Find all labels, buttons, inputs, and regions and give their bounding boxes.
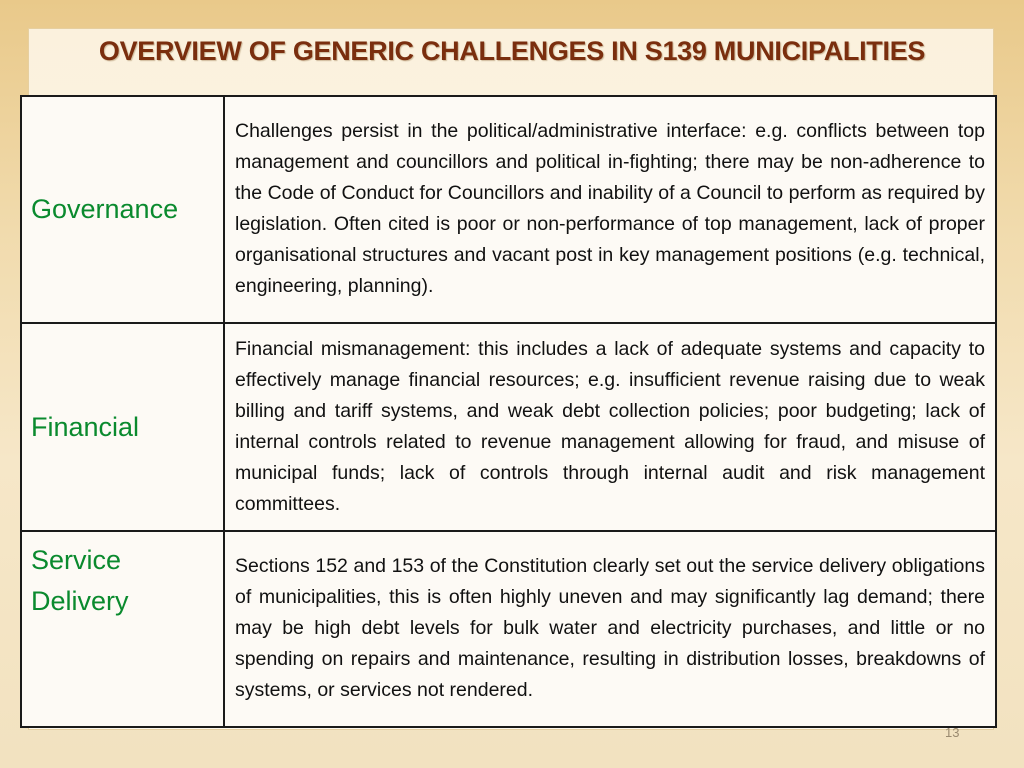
challenges-table — [20, 95, 997, 728]
table-row-service-delivery — [21, 531, 996, 727]
description-service-delivery: Sections 152 and 153 of the Constitution clearly set out the service delivery obligations of municipalities, this is often highly uneven and may significantly lag demand; there may be high debt levels for bulk water and electricity purchases, and little or no spending on repairs and maintenance, resulting in distribution losses, breakdowns of systems, or services not rendered. — [224, 531, 996, 727]
description-financial: Financial mismanagement: this includes a lack of adequate systems and capacity to effectively manage financial resources; e.g. insufficient revenue raising due to weak billing and tariff systems, and weak debt collection policies; poor budgeting; lack of internal controls related to revenue management allowing for fraud, and misuse of municipal funds; lack of controls through internal audit and risk management committees. — [224, 323, 996, 531]
page-number: 13 — [945, 725, 960, 740]
slide-title: OVERVIEW OF GENERIC CHALLENGES IN S139 MUNICIPALITIES — [98, 36, 926, 66]
category-service-delivery: Service Delivery — [21, 531, 224, 727]
category-financial: Financial — [21, 323, 224, 531]
table-row-financial — [21, 323, 996, 531]
table-row-governance — [21, 96, 996, 323]
description-governance: Challenges persist in the political/administrative interface: e.g. conflicts between top management and councillors and political in-fighting; there may be non-adherence to the Code of Conduct for Councillors and inability of a Council to perform as required by legislation. Often cited is poor or non-performance of top management, lack of proper organisational structures and vacant post in key management positions (e.g. technical, engineering, planning). — [224, 96, 996, 323]
category-governance: Governance — [21, 96, 224, 323]
